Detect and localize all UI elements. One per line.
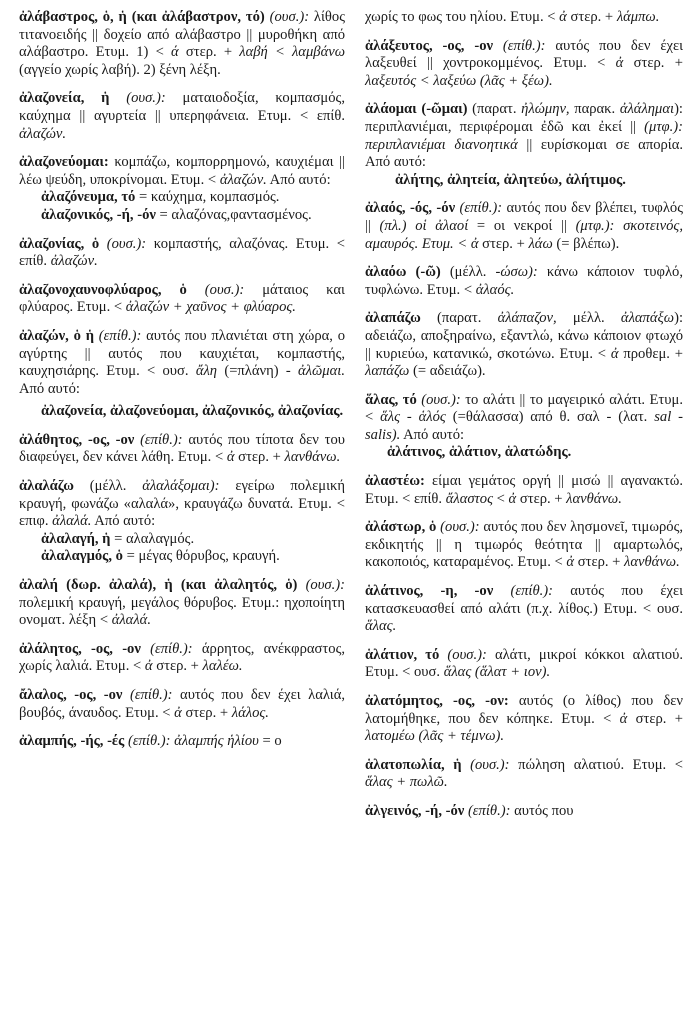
- headword: ἀλαζονοχαυνοφλύαρος, ὁ: [19, 281, 187, 298]
- etymology-term: λαξευτός < λαξεύω (λᾶς + ξέω).: [365, 72, 553, 89]
- etymology-term: λανθάνω.: [566, 490, 622, 507]
- part-of-speech: (επίθ.):: [94, 327, 142, 344]
- part-of-speech: (ουσ.):: [99, 235, 147, 252]
- part-of-speech: (ουσ.):: [297, 577, 345, 594]
- dictionary-entry: [365, 583, 683, 636]
- definition: μέλλ.: [556, 310, 621, 327]
- etymology-term: λανθάνω.: [284, 449, 341, 466]
- dictionary-entry: [365, 693, 683, 746]
- definition: Από αυτό:: [19, 380, 80, 397]
- dictionary-entry: [19, 328, 345, 421]
- definition: προθεμ. +: [618, 345, 683, 362]
- definition: αυτός που έχει κατασκευασθεί από αλάτι (π.χ. λίθος.) Ετυμ. < ουσ.: [365, 583, 683, 617]
- etymology-term: ἀλαζών + χαῦνος + φλύαρος.: [125, 299, 296, 316]
- definition: πώληση αλατιού. Ετυμ. <: [509, 756, 683, 773]
- definition: πολεμική κραυγή, μεγάλος θόρυβος. Ετυμ.: ηχοποίητη ονοματ. λέξη <: [19, 594, 345, 629]
- etymology-term: ἀλαλά.: [52, 513, 92, 530]
- etymology-term: ἅλας.: [365, 618, 397, 635]
- headword: ἀλαός, -ός, -όν: [365, 200, 456, 217]
- definition: (παρατ.: [467, 101, 522, 118]
- definition: στερ. +: [516, 490, 567, 507]
- etymology-term: sal - salis).: [365, 409, 683, 443]
- headword: ἀλαζών, ὁ ἡ: [19, 327, 95, 344]
- definition: στερ. +: [623, 55, 683, 72]
- headword: ἀλαζονίας, ὁ: [19, 235, 100, 252]
- etymology-term: ἀ: [615, 55, 624, 72]
- etymology-term: ά: [171, 44, 179, 61]
- definition: αυτός που: [510, 802, 574, 819]
- headword: ἀλάλητος, -ος, -ον: [19, 640, 141, 657]
- part-of-speech: (ουσ.):: [416, 391, 461, 408]
- definition: (= αδειάζω).: [409, 363, 486, 380]
- plural-form: (πλ.) οἱ ἀλαοί: [379, 217, 469, 234]
- dictionary-entry: [19, 641, 345, 676]
- etymology-term: ἀ: [619, 710, 628, 727]
- etymology-term: ἀλαλά.: [111, 612, 151, 629]
- definition: (=πλάνη) -: [217, 363, 299, 380]
- headword: ἁλάτινος, -η, -ον: [365, 583, 494, 600]
- definition: ): περιπλανιέμαι, περιφέρομαι ἐδῶ και ἐκεί ||: [365, 101, 683, 135]
- derived-words: ἀλήτης, ἀλητεία, ἀλητεύω, ἀλήτιμος.: [395, 171, 626, 188]
- left-column: [19, 9, 345, 762]
- etymology-term: λαπάζω: [365, 363, 410, 380]
- dictionary-entry: [365, 310, 683, 380]
- definition: Από αυτό:: [91, 513, 156, 530]
- etymology-term: ἀ: [174, 704, 182, 721]
- headword: ἁλάτιον, τό: [365, 646, 440, 663]
- etymology-term: λάμπω.: [616, 9, 660, 25]
- dictionary-entry: [365, 473, 683, 508]
- derived-headword: ἀλαλαγμός, ὁ: [41, 548, 123, 565]
- definition: κάνω κάποιον τυφλό, τυφλώνω. Ετυμ. <: [365, 264, 683, 298]
- definition: ): αδειάζω, αποξηραίνω, εξαντλώ, κάνω κάποιον φτωχό || κυριεύω, κατανικώ, σκοτώνω. Ετυμ. <: [365, 310, 683, 362]
- part-of-speech: (ουσ.):: [461, 756, 510, 773]
- definition: (αγγείο χωρίς λαβή). 2) ξένη λέξη.: [19, 61, 221, 78]
- dictionary-entry: [19, 154, 345, 224]
- definition: = ο: [258, 733, 282, 750]
- definition: || ευρίσκομαι σε απορία. Από αυτό:: [365, 136, 683, 171]
- headword: ἀλαμπής, -ής, -ές: [19, 733, 125, 750]
- etymology-term: λαβή < λαμβάνω: [239, 44, 346, 61]
- etymology-term: ἀ: [508, 490, 517, 507]
- part-of-speech: (ουσ.):: [439, 646, 487, 663]
- definition: (μέλλ.: [440, 264, 496, 281]
- dictionary-entry: [365, 101, 683, 189]
- etymology-term: ἀ: [610, 345, 619, 362]
- definition: κομπάζω, κομπορρημονώ, καυχιέμαι || λέω ψεύδη, υποκρίνομαι. Ετυμ. <: [19, 154, 345, 188]
- part-of-speech: (επίθ.):: [134, 431, 183, 448]
- definition: στερ. +: [627, 710, 683, 727]
- definition: (= βλέπω).: [552, 235, 620, 252]
- definition: στερ. +: [178, 44, 240, 61]
- definition: Από αυτό:: [266, 171, 331, 188]
- example-phrase: ἀλαμπής ἡλίου: [170, 733, 259, 750]
- dictionary-entry: [365, 803, 683, 821]
- definition: αυτός που δεν βλέπει, τυφλός ||: [365, 200, 683, 234]
- part-of-speech: (επίθ.):: [122, 687, 173, 703]
- definition: είμαι γεμάτος οργή || μισώ || αγανακτώ. Ετυμ. < επίθ.: [365, 473, 683, 507]
- derived-words: ἀλαζονεία, ἀλαζονεύομαι, ἀλαζονικός, ἀλαζονίας.: [41, 403, 344, 420]
- headword: ἀλαζονεύομαι:: [19, 154, 109, 171]
- definition: στερ. +: [234, 449, 285, 466]
- definition: μάταιος και φλύαρος. Ετυμ. <: [19, 281, 345, 316]
- etymology-term: ἀλαζών.: [219, 171, 267, 188]
- dictionary-entry-continued: [365, 9, 683, 27]
- headword: ἀλαπάζω: [365, 310, 421, 327]
- figurative-meaning: (μτφ.): σκοτεινός, αμαυρός. Ετυμ. <: [365, 217, 683, 252]
- etymology-term: λανθάνω.: [624, 554, 680, 571]
- dictionary-entry: [365, 38, 683, 91]
- dictionary-entry: [19, 90, 345, 143]
- definition: αυτός που δεν έχει λαλιά, βουβός, άναυδος. Ετυμ. <: [19, 687, 345, 721]
- derived-definition: = αλαζόνας,φαντασμένος.: [155, 206, 312, 223]
- dictionary-entry: [19, 733, 345, 751]
- dictionary-entry: [365, 757, 683, 792]
- definition: κομπαστής, αλαζόνας. Ετυμ. < επίθ.: [19, 235, 345, 270]
- headword: ἀλαστέω:: [365, 473, 425, 490]
- definition: (μέλλ.: [73, 478, 143, 495]
- derived-words: ἁλάτινος, ἁλάτιον, ἁλατώδης.: [387, 444, 572, 461]
- grammar-form: ἀλαλάξομαι):: [142, 478, 220, 495]
- etymology-term: ἀ: [226, 449, 235, 466]
- grammar-form: ἀλάλημαι: [619, 101, 675, 118]
- headword: ἀλάστωρ, ὁ: [365, 519, 437, 536]
- headword: ἀλάθητος, -ος, -ον: [19, 431, 135, 448]
- etymology-term: ἀλαζών.: [50, 253, 98, 270]
- etymology-term: ἀ: [144, 658, 153, 675]
- grammar-form: ἀλαπάξω: [620, 310, 675, 327]
- etymology-term: ἅλας (ἅλατ + ιον).: [443, 664, 551, 681]
- headword: ἀλαλή (δωρ. ἀλαλά), ἡ (και ἀλαλητός, ὁ): [19, 577, 298, 594]
- headword: ἄλαλος, -ος, -ον: [19, 687, 123, 703]
- grammar-form: -ώσω):: [495, 264, 538, 281]
- etymology-term: ἀ: [559, 9, 567, 25]
- definition: αυτός που δεν λησμονεῖ, τιμωρός, εκδικητής || η τιμωρός θεότητα || αμαρτωλός, κακοποιός, καταραμένος. Ετυμ. <: [365, 519, 683, 571]
- definition: αυτός που δεν έχει λαξευθεί || χοντροκομμένος. Ετυμ. <: [365, 37, 683, 72]
- dictionary-entry: [19, 9, 345, 79]
- part-of-speech: (επίθ.):: [464, 802, 511, 819]
- headword: ἀλάξευτος, -ος, -ον: [365, 37, 494, 54]
- etymology-term: ἄλαστος: [445, 490, 493, 507]
- right-column: [365, 9, 683, 832]
- dictionary-entry: [19, 478, 345, 566]
- grammar-form: ἀλάπαζον,: [497, 310, 557, 327]
- dictionary-entry: [19, 432, 345, 467]
- headword: ἀλαόω (-ῶ): [365, 264, 441, 281]
- definition: στερ. +: [478, 235, 529, 252]
- definition: το αλάτι || το μαγειρικό αλάτι. Ετυμ. <: [365, 391, 683, 426]
- etymology-term: ἀ: [566, 554, 575, 571]
- dictionary-entry: [19, 687, 345, 722]
- dictionary-entry: [19, 577, 345, 630]
- derived-definition: = μέγας θόρυβος, κραυγή.: [122, 548, 280, 565]
- etymology-term: ἄλη: [195, 363, 218, 380]
- derived-words: [19, 531, 345, 566]
- headword: ἅλας, τό: [365, 391, 417, 408]
- definition: (=θάλασσα) από θ. σαλ - (λατ.: [445, 409, 655, 426]
- headword: ἀλάομαι (-ῶμαι): [365, 101, 468, 118]
- part-of-speech: (επίθ.):: [455, 200, 503, 217]
- headword: ἀλάβαστρος, ὁ, ἡ (και ἀλάβαστρον, τό): [19, 9, 265, 25]
- definition: στερ. +: [152, 658, 203, 675]
- dictionary-entry: [365, 519, 683, 572]
- etymology-term: ἀλαός.: [475, 281, 515, 298]
- dictionary-entry: [365, 392, 683, 462]
- etymology-term: ἀλαζών.: [19, 125, 67, 142]
- derived-definition: = καύχημα, κομπασμός.: [135, 189, 280, 206]
- definition: εγείρω πολεμική κραυγή, φωνάζω «αλαλά», κραυγάζω δυνατά. Ετυμ. < επιφ.: [19, 478, 345, 530]
- derived-headword: ἀλαλαγή, ἡ: [41, 530, 111, 547]
- headword: ἁλατοπωλία, ἡ: [365, 756, 462, 773]
- headword: ἀλγεινός, -ή, -όν: [365, 802, 465, 819]
- part-of-speech: (ουσ.):: [269, 9, 310, 25]
- headword: ἀλαλάζω: [19, 478, 74, 495]
- definition: αυτός (ο λίθος) που δεν λατομήθηκε, που δεν κόπηκε. Ετυμ. <: [365, 693, 684, 727]
- definition: = οι νεκροί ||: [468, 217, 576, 234]
- dictionary-entry: [19, 236, 345, 271]
- headword: ἀλατόμητος, -ος, -ον:: [365, 693, 509, 709]
- etymology-term: ἀ: [470, 235, 479, 252]
- part-of-speech: (επίθ.):: [124, 733, 171, 750]
- part-of-speech: (επίθ.):: [140, 640, 193, 657]
- etymology-term: λατομέω (λᾶς + τέμνω).: [365, 728, 505, 745]
- definition: αυτός που τίποτα δεν του διαφεύγει, δεν κάνει λάθη. Ετυμ. <: [19, 431, 345, 466]
- definition: αυτός που πλανιέται στη χώρα, ο αγύρτης || αυτός που καυχιέται, κομπαστής, καυχησιάρης. Ετυμ. < ουσ.: [19, 327, 345, 380]
- part-of-speech: (ουσ.):: [436, 519, 480, 536]
- definition: (παρατ.: [420, 310, 498, 327]
- definition: στερ. +: [574, 554, 625, 571]
- headword: ἀλαζονεία, ἡ: [19, 90, 110, 107]
- definition: παρακ.: [569, 101, 620, 118]
- etymology-term: λάλος.: [231, 704, 269, 721]
- dictionary-entry: [365, 264, 683, 299]
- definition: αλάτι, μικροί κόκκοι αλατιού. Ετυμ. < ουσ.: [365, 646, 683, 681]
- dictionary-entry: [365, 200, 683, 253]
- figurative-meaning: (μτφ.): περιπλανιέμαι διανοητικά: [365, 118, 683, 153]
- grammar-form: ἠλώμην,: [521, 101, 570, 118]
- etymology-term: λαλέω.: [202, 658, 243, 675]
- part-of-speech: (επίθ.):: [493, 37, 546, 54]
- definition: Από αυτό:: [400, 426, 465, 443]
- part-of-speech: (ουσ.):: [109, 90, 166, 107]
- definition: χωρίς το φως του ηλίου. Ετυμ. <: [365, 9, 560, 25]
- derived-headword: ἀλαζονικός, -ή, -όν: [41, 206, 156, 223]
- definition: <: [493, 490, 509, 507]
- derived-words: [19, 189, 345, 224]
- part-of-speech: (ουσ.):: [186, 281, 245, 298]
- dictionary-entry: [365, 647, 683, 682]
- derived-definition: = αλαλαγμός.: [110, 530, 195, 547]
- definition: στερ. +: [181, 704, 232, 721]
- etymology-term: λάω: [528, 235, 553, 252]
- part-of-speech: (επίθ.):: [493, 583, 553, 600]
- etymology-term: ἅλς - ἁλός: [380, 409, 446, 426]
- dictionary-entry: [19, 282, 345, 317]
- etymology-term: ἀλῶμαι.: [298, 363, 345, 380]
- definition: στερ. +: [566, 9, 617, 25]
- definition: άρρητος, ανέκφραστος, χωρίς λαλιά. Ετυμ. <: [19, 640, 345, 675]
- definition: ματαιοδοξία, κομπασμός, καύχημα || αγυρτεία || υπερηφάνεια. Ετυμ. < επίθ.: [19, 90, 345, 124]
- definition: λίθος τιτανοειδής || δοχείο από αλάβαστρο || μυροθήκη από αλάβαστρο. Ετυμ. 1) <: [19, 9, 345, 61]
- etymology-term: ἅλας + πωλῶ.: [365, 774, 448, 791]
- derived-headword: ἀλαζόνευμα, τό: [41, 189, 136, 206]
